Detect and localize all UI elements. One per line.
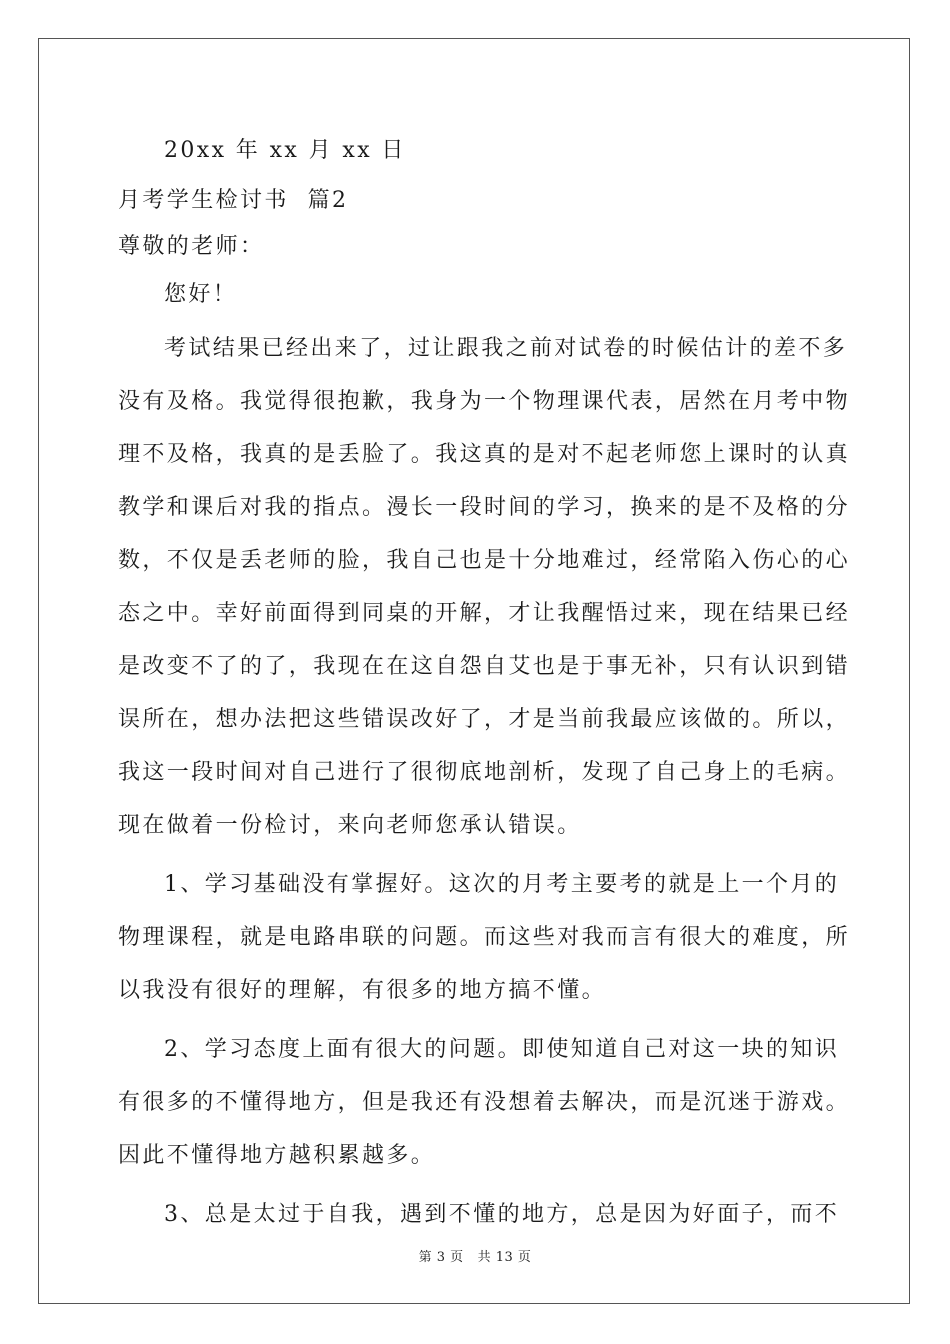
paragraph-line: 教学和课后对我的指点。漫长一段时间的学习，换来的是不及格的分: [118, 495, 851, 520]
page-total: 共 13 页: [477, 1250, 532, 1265]
paragraph-line: 有很多的不懂得地方，但是我还有没想着去解决，而是沉迷于游戏。: [118, 1090, 851, 1115]
paragraph-line: 考试结果已经出来了，过让跟我之前对试卷的时候估计的差不多: [164, 336, 848, 361]
paragraph-line: 因此不懂得地方越积累越多。: [118, 1143, 436, 1168]
paragraph-line: 我这一段时间对自己进行了很彻底地剖析，发现了自己身上的毛病。: [118, 760, 851, 785]
paragraph-line: 3、总是太过于自我，遇到不懂的地方，总是因为好面子，而不: [164, 1202, 840, 1227]
paragraph: [118, 322, 851, 852]
paragraph-line: 没有及格。我觉得很抱歉，我身为一个物理课代表，居然在月考中物: [118, 389, 851, 414]
paragraph-line: 误所在，想办法把这些错误改好了，才是当前我最应该做的。所以，: [118, 707, 851, 732]
paragraph-line: 以我没有很好的理解，有很多的地方搞不懂。: [118, 978, 607, 1003]
document-body: [118, 126, 851, 1241]
date-line: 20xx 年 xx 月 xx 日: [164, 138, 406, 163]
paragraph: [118, 858, 851, 1017]
paragraph-line: 物理课程，就是电路串联的问题。而这些对我而言有很大的难度，所: [118, 925, 851, 950]
paragraph-line: 1、学习基础没有掌握好。这次的月考主要考的就是上一个月的: [164, 872, 840, 897]
paragraph-line: 现在做着一份检讨，来向老师您承认错误。: [118, 813, 582, 838]
paragraph: [118, 1023, 851, 1182]
page-number: 第 3 页: [418, 1250, 464, 1265]
greeting: 您好！: [164, 282, 238, 307]
document-title: 月考学生检讨书 篇2: [118, 188, 349, 213]
paragraph-line: 数，不仅是丢老师的脸，我自己也是十分地难过，经常陷入伤心的心: [118, 548, 851, 573]
paragraph-line: 态之中。幸好前面得到同桌的开解，才让我醒悟过来，现在结果已经: [118, 601, 851, 626]
paragraph-line: 是改变不了的了，我现在在这自怨自艾也是于事无补，只有认识到错: [118, 654, 851, 679]
paragraph-line: 2、学习态度上面有很大的问题。即使知道自己对这一块的知识: [164, 1037, 840, 1062]
page-footer: [0, 1246, 950, 1265]
paragraph: [118, 1188, 840, 1241]
paragraph-line: 理不及格，我真的是丢脸了。我这真的是对不起老师您上课时的认真: [118, 442, 851, 467]
salutation: 尊敬的老师：: [118, 234, 265, 259]
